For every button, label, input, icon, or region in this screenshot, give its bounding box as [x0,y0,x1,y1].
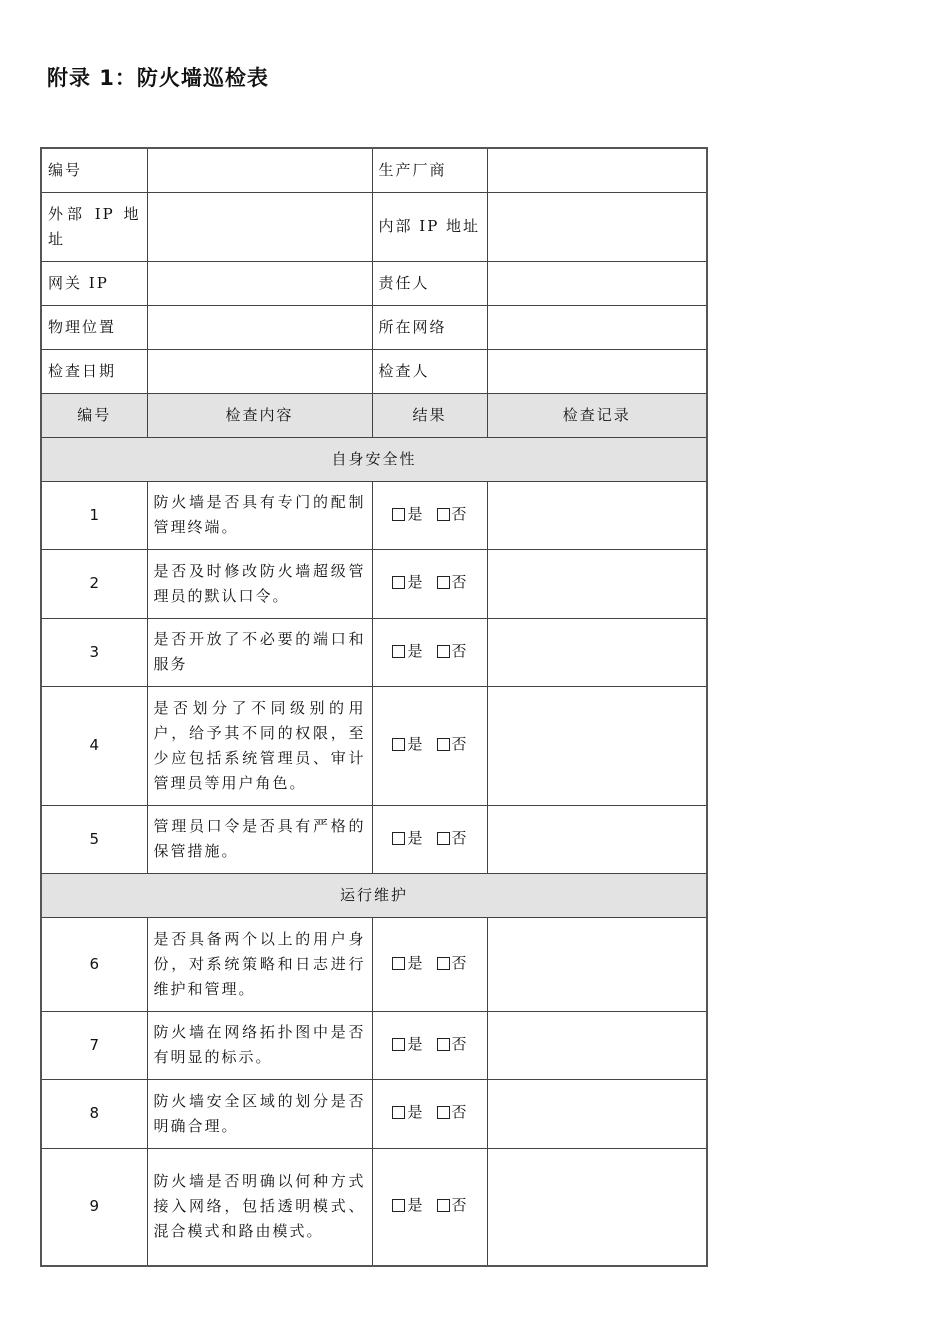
section-title: 运行维护 [41,873,707,917]
checkbox-no[interactable] [437,645,450,658]
page-title: 附录 1：防火墙巡检表 [47,66,269,90]
info-row-gateway [41,261,707,305]
option-label-yes: 是 [407,504,423,523]
inspector-field[interactable] [487,349,707,393]
item-content: 防火墙是否具有专门的配制管理终端。 [147,481,372,549]
checklist-row [41,805,707,873]
item-record[interactable] [487,618,707,686]
checkbox-yes[interactable] [392,508,405,521]
inspector-label: 检查人 [372,349,487,393]
item-result [372,1011,487,1079]
column-header-number: 编号 [41,393,147,437]
checklist-body [41,437,707,1266]
checkbox-no[interactable] [437,1199,450,1212]
item-result [372,549,487,618]
checkbox-yes[interactable] [392,1106,405,1119]
checkbox-no[interactable] [437,738,450,751]
result-option-no[interactable] [437,732,467,757]
checkbox-yes[interactable] [392,645,405,658]
info-row-number [41,148,707,192]
gateway-ip-field[interactable] [147,261,372,305]
option-label-no: 否 [451,573,467,591]
option-label-yes: 是 [407,1103,423,1121]
section-header-row [41,873,707,917]
result-option-yes[interactable] [392,826,422,851]
item-number: 9 [41,1148,147,1266]
internal-ip-label: 内部 IP 地址 [372,192,487,261]
checkbox-no[interactable] [437,508,450,521]
option-label-no: 否 [451,504,467,523]
option-label-yes: 是 [407,828,423,847]
item-number: 4 [41,686,147,805]
section-header-row [41,437,707,481]
item-number: 2 [41,549,147,618]
item-number: 3 [41,618,147,686]
item-record[interactable] [487,805,707,873]
network-label: 所在网络 [372,305,487,349]
item-record[interactable] [487,549,707,618]
result-option-no[interactable] [437,502,467,527]
number-field[interactable] [147,148,372,192]
checkbox-no[interactable] [437,832,450,845]
option-label-no: 否 [451,641,467,660]
column-header-content: 检查内容 [147,393,372,437]
item-number: 6 [41,917,147,1011]
item-content: 是否划分了不同级别的用户，给予其不同的权限，至少应包括系统管理员、审计管理员等用户角色。 [147,686,372,805]
checklist-row [41,917,707,1011]
gateway-ip-label: 网关 IP [41,261,147,305]
internal-ip-field[interactable] [487,192,707,261]
result-option-yes[interactable] [392,1032,422,1057]
item-number: 8 [41,1079,147,1148]
checklist-row [41,549,707,618]
checkbox-no[interactable] [437,576,450,589]
item-result [372,1148,487,1266]
item-result [372,481,487,549]
result-option-no[interactable] [437,1193,467,1218]
option-label-yes: 是 [407,573,423,591]
responsible-person-label: 责任人 [372,261,487,305]
manufacturer-label: 生产厂商 [372,148,487,192]
item-number: 5 [41,805,147,873]
checkbox-no[interactable] [437,1106,450,1119]
check-date-label: 检查日期 [41,349,147,393]
option-label-no: 否 [451,828,467,847]
item-number: 7 [41,1011,147,1079]
item-content: 是否及时修改防火墙超级管理员的默认口令。 [147,549,372,618]
checkbox-no[interactable] [437,1038,450,1051]
check-date-field[interactable] [147,349,372,393]
item-result [372,618,487,686]
option-label-no: 否 [451,1196,467,1215]
result-option-no[interactable] [437,1032,467,1057]
result-option-yes[interactable] [392,1193,422,1218]
option-label-yes: 是 [407,735,423,753]
physical-location-label: 物理位置 [41,305,147,349]
result-option-no[interactable] [437,1100,467,1125]
checkbox-yes[interactable] [392,1199,405,1212]
item-record[interactable] [487,1148,707,1266]
item-content: 防火墙是否明确以何种方式接入网络，包括透明模式、混合模式和路由模式。 [147,1148,372,1266]
item-content: 防火墙安全区域的划分是否明确合理。 [147,1079,372,1148]
checklist-row [41,1079,707,1148]
item-result [372,917,487,1011]
option-label-no: 否 [451,953,467,972]
result-option-no[interactable] [437,639,467,664]
result-option-yes[interactable] [392,1100,422,1125]
item-content: 管理员口令是否具有严格的保管措施。 [147,805,372,873]
physical-location-field[interactable] [147,305,372,349]
checkbox-yes[interactable] [392,738,405,751]
item-record[interactable] [487,917,707,1011]
manufacturer-field[interactable] [487,148,707,192]
checklist-row [41,618,707,686]
info-row-ip [41,192,707,261]
result-option-yes[interactable] [392,639,422,664]
section-title: 自身安全性 [41,437,707,481]
external-ip-field[interactable] [147,192,372,261]
item-content: 防火墙在网络拓扑图中是否有明显的标示。 [147,1011,372,1079]
checkbox-yes[interactable] [392,832,405,845]
option-label-no: 否 [451,1034,467,1053]
result-option-no[interactable] [437,826,467,851]
number-label: 编号 [41,148,147,192]
item-record[interactable] [487,686,707,805]
item-number: 1 [41,481,147,549]
option-label-yes: 是 [407,1034,423,1053]
option-label-no: 否 [451,1103,467,1121]
item-content: 是否具备两个以上的用户身份，对系统策略和日志进行维护和管理。 [147,917,372,1011]
inspection-table [40,147,708,1267]
result-option-yes[interactable] [392,951,422,976]
item-record[interactable] [487,1011,707,1079]
checklist-row [41,481,707,549]
option-label-yes: 是 [407,641,423,660]
item-result [372,686,487,805]
column-header-result: 结果 [372,393,487,437]
column-header-row [41,393,707,437]
result-option-no[interactable] [437,570,467,595]
info-row-location [41,305,707,349]
item-record[interactable] [487,1079,707,1148]
checklist-row [41,1011,707,1079]
option-label-no: 否 [451,735,467,753]
option-label-yes: 是 [407,953,423,972]
item-record[interactable] [487,481,707,549]
checklist-row [41,1148,707,1266]
info-row-date [41,349,707,393]
checkbox-yes[interactable] [392,957,405,970]
result-option-yes[interactable] [392,502,422,527]
checkbox-yes[interactable] [392,1038,405,1051]
item-result [372,1079,487,1148]
result-option-yes[interactable] [392,732,422,757]
checkbox-no[interactable] [437,957,450,970]
responsible-person-field[interactable] [487,261,707,305]
option-label-yes: 是 [407,1196,423,1215]
checkbox-yes[interactable] [392,576,405,589]
checklist-row [41,686,707,805]
network-field[interactable] [487,305,707,349]
column-header-record: 检查记录 [487,393,707,437]
item-content: 是否开放了不必要的端口和服务 [147,618,372,686]
item-result [372,805,487,873]
result-option-yes[interactable] [392,570,422,595]
result-option-no[interactable] [437,951,467,976]
external-ip-label: 外部 IP 地址 [41,192,147,261]
